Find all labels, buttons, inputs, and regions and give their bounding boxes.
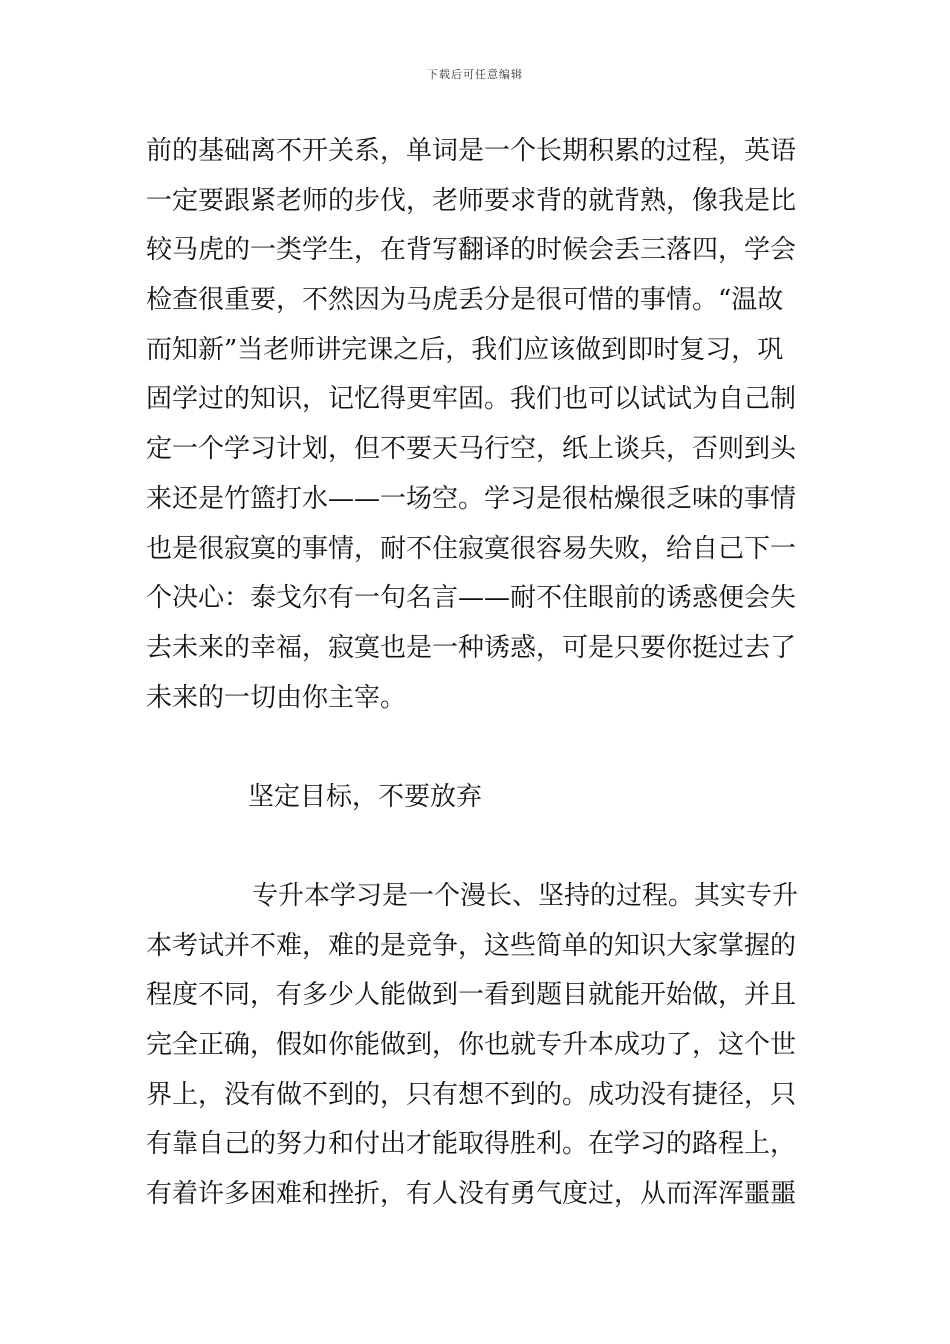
- paragraph-line: 未来的一切由你主宰。: [146, 682, 407, 713]
- paragraph-1: [146, 127, 806, 723]
- paragraph-line: 去未来的幸福，寂寞也是一种诱惑，可是只要你挺过去了: [146, 632, 797, 663]
- header-note: 下载后可任意编辑: [427, 68, 523, 81]
- paragraph-line: 完全正确，假如你能做到，你也就专升本成功了，这个世: [146, 1030, 797, 1061]
- paragraph-line: 一定要跟紧老师的步伐，老师要求背的就背熟，像我是比: [146, 185, 797, 216]
- paragraph-line: 定一个学习计划，但不要天马行空，纸上谈兵，否则到头: [146, 434, 797, 465]
- paragraph-line: 专升本学习是一个漫长、坚持的过程。其实专升: [252, 881, 799, 911]
- paragraph-line: 个决心：泰戈尔有一句名言——耐不住眼前的诱惑便会失: [146, 583, 797, 614]
- paragraph-line: 也是很寂寞的事情，耐不住寂寞很容易失败，给自己下一: [146, 533, 797, 564]
- paragraph-line: 来还是竹篮打水——一场空。学习是很枯燥很乏味的事情: [146, 483, 797, 514]
- paragraph-line: 固学过的知识，记忆得更牢固。我们也可以试试为自己制: [146, 384, 797, 415]
- paragraph-line: 较马虎的一类学生，在背写翻译的时候会丢三落四，学会: [146, 235, 797, 266]
- paragraph-line: 有靠自己的努力和付出才能取得胜利。在学习的路程上，: [146, 1129, 797, 1160]
- paragraph-line: 而知新”当老师讲完课之后，我们应该做到即时复习，巩: [146, 334, 784, 365]
- paragraph-line: 前的基础离不开关系，单词是一个长期积累的过程，英语: [146, 136, 797, 166]
- section-heading: 坚定目标，不要放弃: [248, 782, 483, 812]
- paragraph-line: 检查很重要，不然因为马虎丢分是很可惜的事情。“温故: [146, 285, 784, 316]
- paragraph-2: [146, 872, 806, 1220]
- paragraph-line: 界上，没有做不到的，只有想不到的。成功没有捷径，只: [146, 1079, 797, 1110]
- paragraph-line: 有着许多困难和挫折，有人没有勇气度过，从而浑浑噩噩: [146, 1179, 797, 1210]
- paragraph-line: 本考试并不难，难的是竞争，这些简单的知识大家掌握的: [146, 930, 797, 961]
- paragraph-line: 程度不同，有多少人能做到一看到题目就能开始做，并且: [146, 980, 797, 1011]
